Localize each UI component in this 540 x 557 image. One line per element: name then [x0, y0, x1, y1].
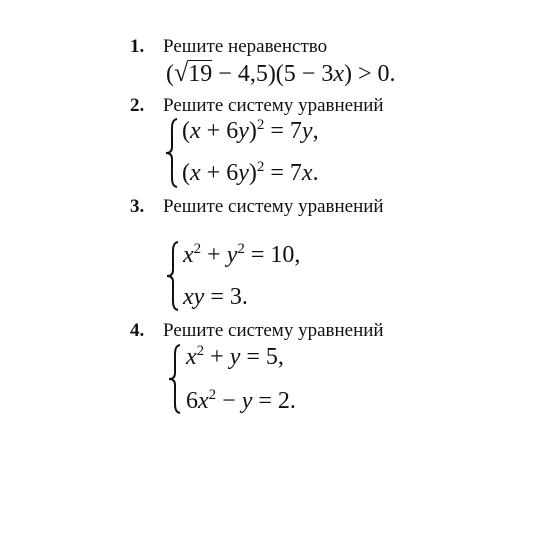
problem-4-number: 4. — [130, 320, 145, 341]
problem-1-instruction: Решите неравенство — [163, 36, 328, 57]
problem-2-instruction: Решите систему уравнений — [163, 95, 384, 116]
problem-2-system-brace — [164, 117, 180, 189]
sqrt-radicand: 19 — [188, 61, 213, 87]
problem-2-equation-2: $(x + 6y)^2 = 7x$. — [182, 159, 319, 186]
problem-3-instruction: Решите систему уравнений — [163, 196, 384, 217]
problem-1-number: 1. — [130, 36, 145, 57]
problem-2-equation-1: $(x + 6y)^2 = 7y$, — [182, 117, 319, 144]
problem-4-equation-1: $x^2 + y = 5$, — [186, 343, 284, 370]
problem-3-system-brace — [165, 240, 181, 312]
problem-4-system-brace — [167, 343, 183, 415]
sqrt-symbol: √ — [174, 58, 189, 87]
problem-2-number: 2. — [130, 95, 145, 116]
problem-4-instruction: Решите систему уравнений — [163, 320, 384, 341]
problem-1-inequality: (√19 − 4,5)(5 − 3x) > 0. — [166, 58, 396, 87]
problem-4-equation-2: $6x^2 - y = 2$. — [186, 387, 296, 414]
problem-3-equation-1: $x^2 + y^2 = 10$, — [183, 241, 301, 268]
problem-3-equation-2: xy = 3. — [183, 284, 248, 310]
problem-3-number: 3. — [130, 196, 145, 217]
